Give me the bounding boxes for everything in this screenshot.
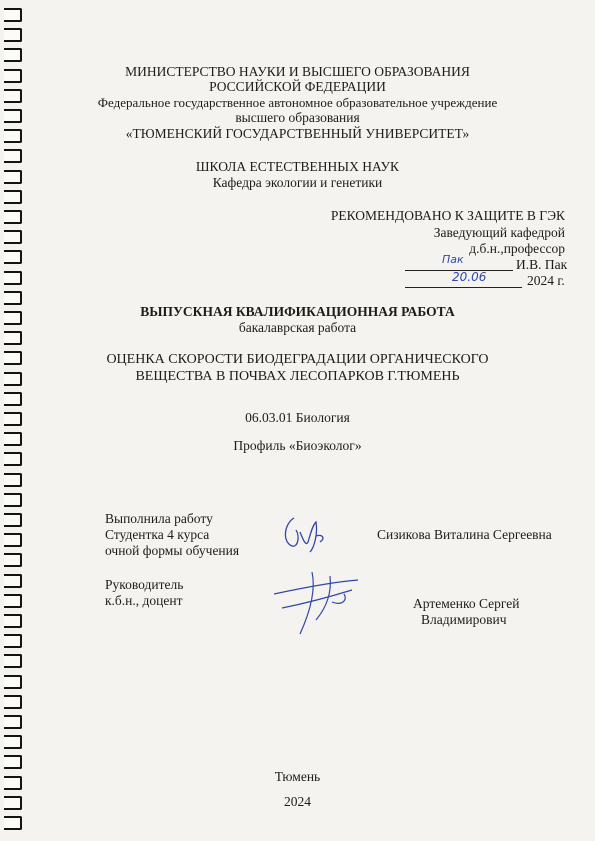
supervisor-label-2: к.б.н., доцент [105, 593, 183, 608]
binding-hole [4, 210, 22, 224]
binding-hole [4, 271, 22, 285]
binding-hole [4, 715, 22, 729]
author-label-3: очной формы обучения [105, 543, 240, 558]
binding-hole [4, 735, 22, 749]
binding-hole [4, 392, 22, 406]
binding-hole [4, 48, 22, 62]
binding-hole [4, 654, 22, 668]
binding-hole [4, 473, 22, 487]
university-name: «ТЮМЕНСКИЙ ГОСУДАРСТВЕННЫЙ УНИВЕРСИТЕТ» [125, 126, 470, 141]
profile: Профиль «Биоэколог» [233, 438, 362, 453]
binding-hole [4, 594, 22, 608]
author-label-2: Студентка 4 курса [105, 527, 210, 542]
binding-hole [4, 513, 22, 527]
approval-degree: д.б.н.,профессор [469, 241, 565, 256]
author-label-1: Выполнила работу [105, 511, 213, 526]
head-signature: Пак [442, 253, 464, 266]
approval-position: Заведующий кафедрой [433, 225, 565, 240]
work-subtype: бакалаврская работа [238, 320, 357, 335]
work-type: ВЫПУСКНАЯ КВАЛИФИКАЦИОННАЯ РАБОТА [140, 304, 455, 319]
department-name: Кафедра экологии и генетики [212, 175, 383, 190]
binding-hole [4, 553, 22, 567]
institution-line-2: высшего образования [235, 110, 360, 125]
binding-hole [4, 755, 22, 769]
binding-hole [4, 634, 22, 648]
binding-hole [4, 28, 22, 42]
author-name: Сизикова Виталина Сергеевна [377, 527, 552, 542]
binding-hole [4, 614, 22, 628]
author-signature [280, 512, 330, 554]
supervisor-label-1: Руководитель [105, 577, 184, 592]
institution-line-1: Федеральное государственное автономное образовательное учреждение [97, 95, 498, 110]
school-name: ШКОЛА ЕСТЕСТВЕННЫХ НАУК [195, 159, 400, 174]
binding-hole [4, 8, 22, 22]
binding-hole [4, 675, 22, 689]
binding-hole [4, 452, 22, 466]
specialty-code: 06.03.01 Биология [245, 410, 350, 425]
supervisor-name-1: Артеменко Сергей [413, 596, 520, 611]
approval-year: 2024 г. [527, 273, 565, 288]
binding-hole [4, 574, 22, 588]
approval-title: РЕКОМЕНДОВАНО К ЗАЩИТЕ В ГЭК [330, 208, 565, 223]
binding-hole [4, 695, 22, 709]
city: Тюмень [274, 769, 321, 784]
handwritten-date: 20.06 [452, 270, 487, 284]
work-title-line-2: ВЕЩЕСТВА В ПОЧВАХ ЛЕСОПАРКОВ Г.ТЮМЕНЬ [135, 369, 460, 384]
supervisor-signature [272, 568, 362, 640]
binding-hole [4, 230, 22, 244]
binding-hole [4, 250, 22, 264]
binding-hole [4, 190, 22, 204]
year: 2024 [284, 794, 311, 809]
ministry-line-1: МИНИСТЕРСТВО НАУКИ И ВЫСШЕГО ОБРАЗОВАНИЯ [125, 64, 470, 79]
binding-hole [4, 493, 22, 507]
ministry-line-2: РОССИЙСКОЙ ФЕДЕРАЦИИ [209, 79, 386, 94]
work-title-line-1: ОЦЕНКА СКОРОСТИ БИОДЕГРАДАЦИИ ОРГАНИЧЕСКОГО [106, 352, 489, 367]
approval-name: И.В. Пак [516, 257, 568, 272]
supervisor-name-2: Владимирович [421, 612, 507, 627]
binding-hole [4, 816, 22, 830]
binding-hole [4, 533, 22, 547]
binding-hole [4, 291, 22, 305]
